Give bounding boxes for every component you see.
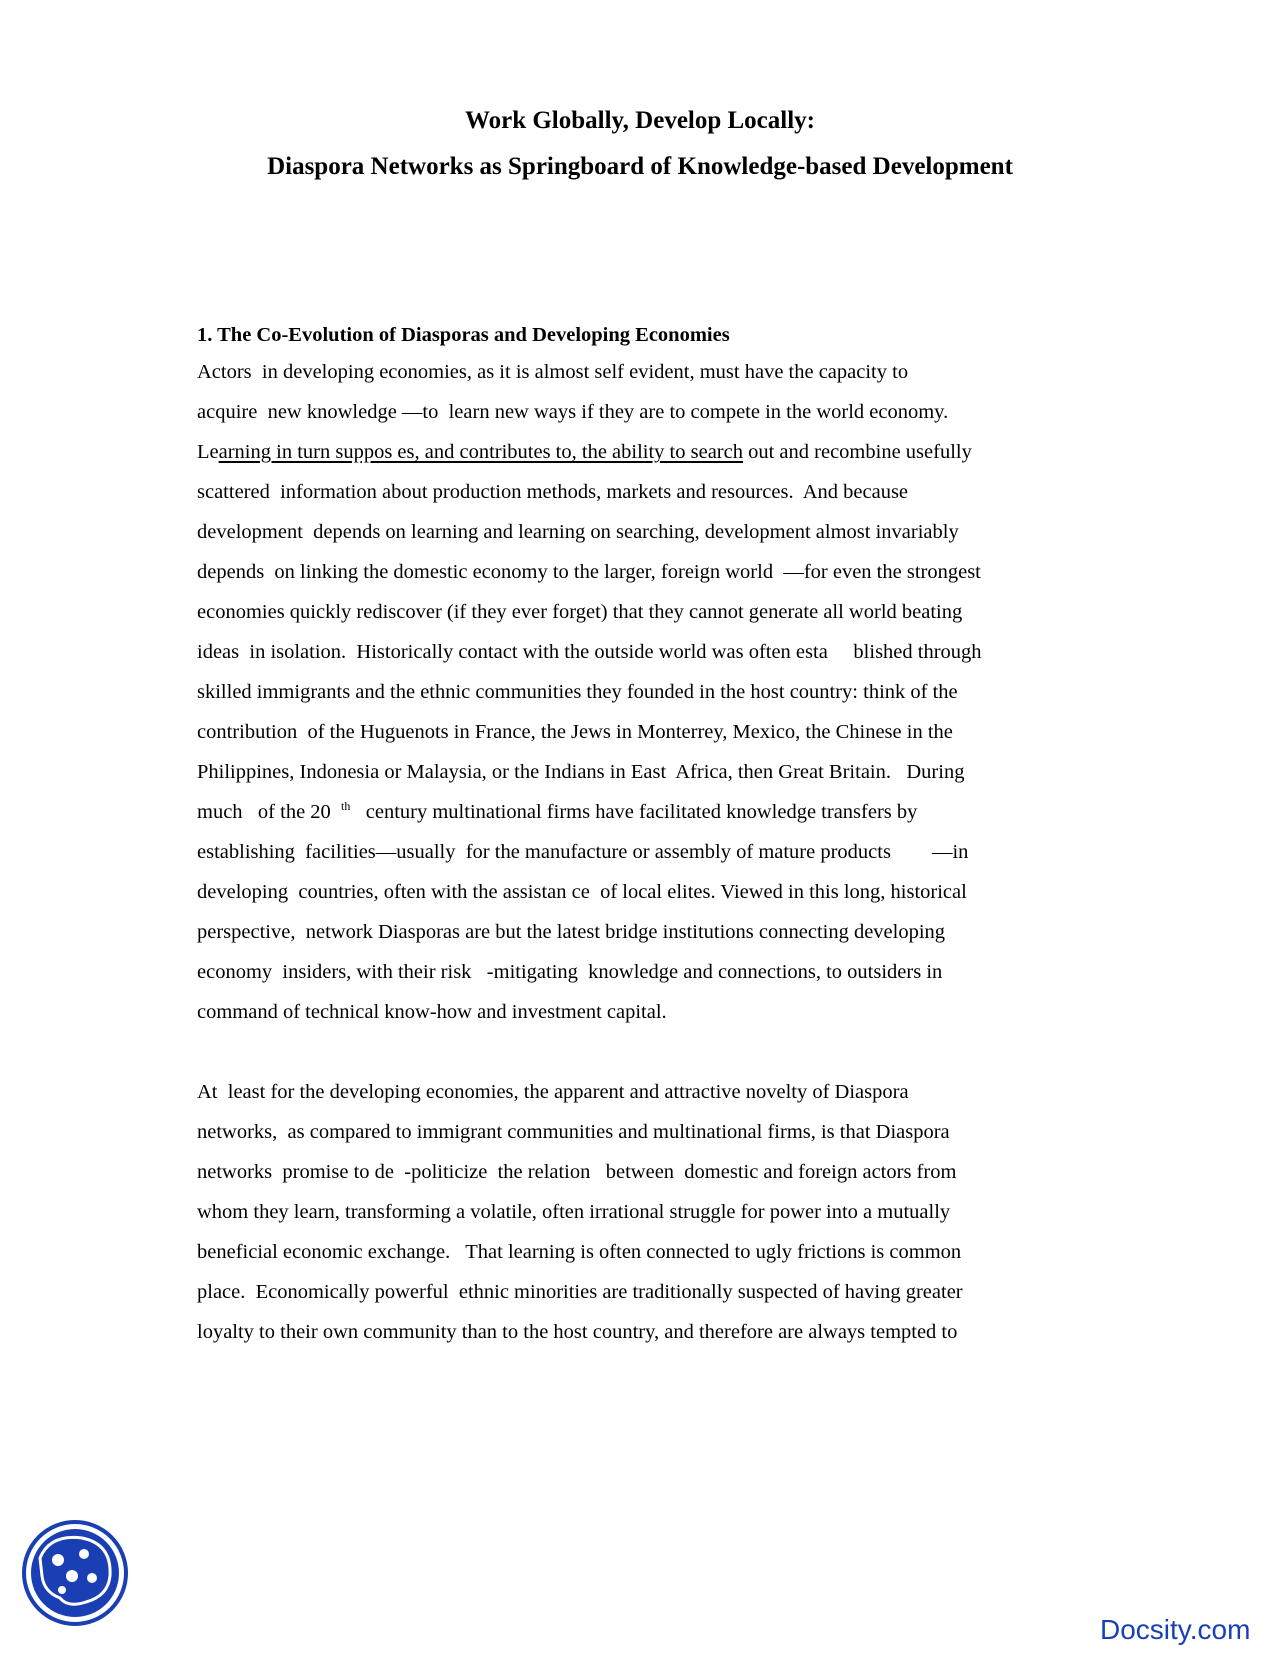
docsity-brand-link[interactable]: Docsity.com — [1100, 1614, 1251, 1645]
paragraph-line: loyalty to their own community than to the host country, and therefore are always tempted to — [197, 1321, 958, 1343]
text-fragment: much of the 20 — [197, 801, 342, 823]
underlined-text: arning in turn suppos es, and contributes to, the ability to search — [218, 441, 743, 463]
paragraph-line: Philippines, Indonesia or Malaysia, or the Indians in East Africa, then Great Britain. During — [197, 761, 965, 783]
paragraph-line: command of technical know-how and investment capital. — [197, 1001, 667, 1023]
paragraph-line: acquire new knowledge —to learn new ways if they are to compete in the world economy. — [197, 401, 949, 423]
paper-subtitle: Diaspora Networks as Springboard of Knowledge-based Development — [267, 153, 1013, 180]
paragraph-line: whom they learn, transforming a volatile, often irrational struggle for power into a mutually — [197, 1201, 951, 1223]
docsity-logo-icon[interactable] — [20, 1518, 130, 1628]
text-fragment: Le — [197, 441, 219, 463]
paragraph-line: development depends on learning and learning on searching, development almost invariably — [197, 521, 959, 543]
paragraph-line: skilled immigrants and the ethnic communities they founded in the host country: think of the — [197, 681, 958, 703]
paragraph-line: place. Economically powerful ethnic minorities are traditionally suspected of having greater — [197, 1281, 963, 1303]
paragraph-line: beneficial economic exchange. That learning is often connected to ugly frictions is common — [197, 1241, 962, 1263]
paragraph-line: economies quickly rediscover (if they ever forget) that they cannot generate all world beating — [197, 601, 963, 623]
paragraph-line: economy insiders, with their risk -mitigating knowledge and connections, to outsiders in — [197, 961, 943, 983]
section-heading: 1. The Co-Evolution of Diasporas and Developing Economies — [197, 324, 730, 346]
superscript: th — [341, 799, 351, 813]
paragraph-line: networks, as compared to immigrant communities and multinational firms, is that Diaspora — [197, 1121, 950, 1143]
text-fragment: century multinational firms have facilitated knowledge transfers by — [350, 801, 918, 823]
paragraph-line: depends on linking the domestic economy to the larger, foreign world —for even the strongest — [197, 561, 981, 583]
paragraph-line: Actors in developing economies, as it is almost self evident, must have the capacity to — [197, 361, 909, 383]
paragraph-line: developing countries, often with the assistan ce of local elites. Viewed in this long, historical — [197, 881, 967, 903]
paragraph-line — [197, 799, 917, 825]
paragraph-line: ideas in isolation. Historically contact with the outside world was often esta blished through — [197, 641, 982, 663]
paragraph-line: networks promise to de -politicize the relation between domestic and foreign actors from — [197, 1161, 957, 1183]
text-fragment: out and recombine usefully — [742, 441, 972, 463]
paragraph-line: establishing facilities—usually for the manufacture or assembly of mature products —in — [197, 841, 969, 863]
paragraph-line: At least for the developing economies, the apparent and attractive novelty of Diaspora — [197, 1081, 909, 1103]
paragraph-line — [197, 439, 972, 465]
paper-title: Work Globally, Develop Locally: — [464, 107, 815, 134]
paragraph-line: scattered information about production methods, markets and resources. And because — [197, 481, 909, 503]
paragraph-line: contribution of the Huguenots in France, the Jews in Monterrey, Mexico, the Chinese in the — [197, 721, 953, 743]
paragraph-line: perspective, network Diasporas are but the latest bridge institutions connecting developing — [197, 921, 946, 943]
